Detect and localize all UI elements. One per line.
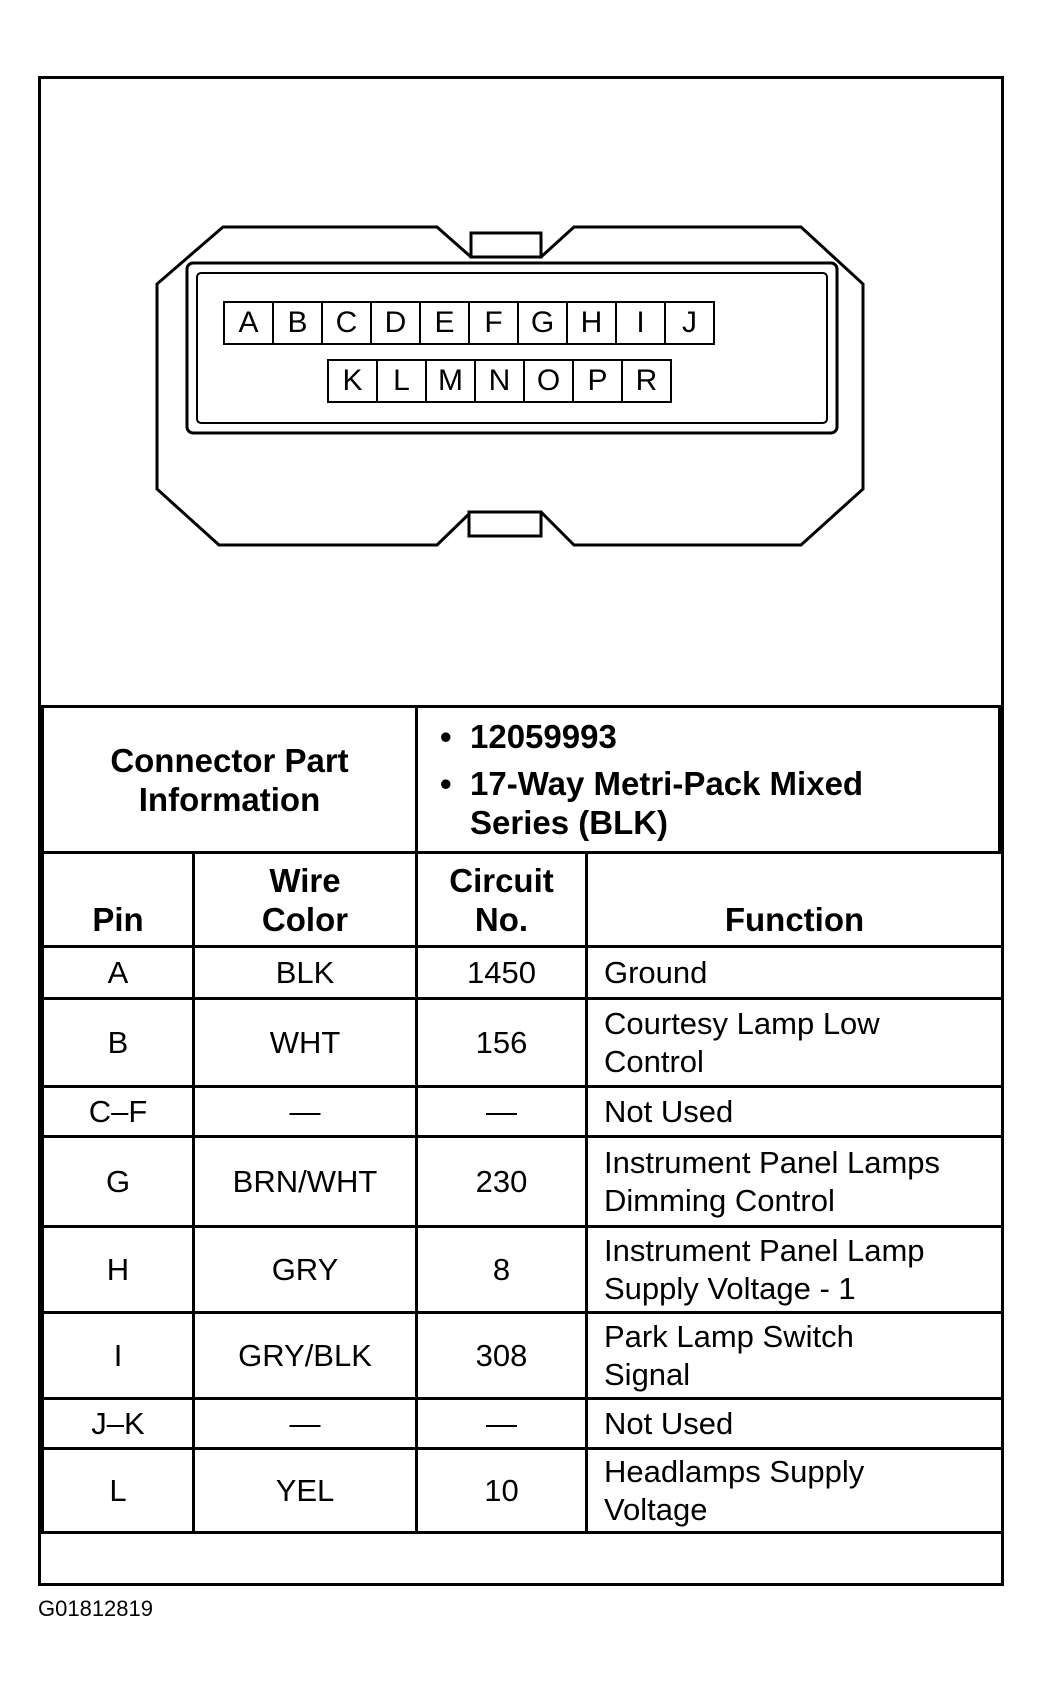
pin-cell: C–F [43,1087,194,1137]
figure-code: G01812819 [38,1596,153,1621]
pin-cell: I [43,1313,194,1399]
description-line1: • 17-Way Metri-Pack Mixed [470,765,864,802]
pin-cavity-e: E [419,301,470,345]
pin-cavity-g: G [517,301,568,345]
table-row [43,1313,1003,1399]
header-circuit: Circuit No. [417,853,587,947]
function-line2: Signal [604,1356,691,1392]
table-row [43,1087,1003,1137]
pin-cavity-a: A [223,301,274,345]
header-pin: Pin [43,853,194,947]
pin-cavity-c: C [321,301,372,345]
pin-cell: L [43,1449,194,1533]
pin-cell: B [43,999,194,1087]
wire-color-cell: — [194,1399,417,1449]
function-cell [587,1137,1003,1227]
connector-description [470,764,998,842]
circuit-cell: — [417,1087,587,1137]
pin-cavity-h: H [566,301,617,345]
pin-cavity-m: M [425,359,476,403]
connector-face-diagram [41,79,1001,705]
function-line1: Park Lamp Switch [604,1318,854,1354]
header-wire-color: Wire Color [194,853,417,947]
function-line2: Supply Voltage - 1 [604,1270,856,1306]
table-row [43,1137,1003,1227]
circuit-cell: 308 [417,1313,587,1399]
pin-cavity-k: K [327,359,378,403]
wire-color-cell: BLK [194,947,417,999]
table-row [43,1399,1003,1449]
table-header-row [43,853,1003,947]
wire-color-cell: GRY/BLK [194,1313,417,1399]
function-line2: Voltage [604,1491,708,1527]
function-line1: Instrument Panel Lamp [604,1232,925,1268]
info-label [43,707,417,853]
connector-part-info [41,705,1001,854]
part-number: • 12059993 [470,717,998,756]
pin-cavity-i: I [615,301,666,345]
pin-cavity-b: B [272,301,323,345]
pin-cavity-l: L [376,359,427,403]
circuit-cell: 156 [417,999,587,1087]
pin-cavity-d: D [370,301,421,345]
function-cell [587,999,1003,1087]
wire-color-cell: — [194,1087,417,1137]
pin-cavity-r: R [621,359,672,403]
function-line2: Control [604,1043,704,1079]
pin-cell: H [43,1227,194,1313]
function-line1: Courtesy Lamp Low [604,1005,880,1041]
circuit-cell: 10 [417,1449,587,1533]
table-row [43,1449,1003,1533]
pin-cavity-f: F [468,301,519,345]
info-label-line2: Information [138,780,321,818]
circuit-cell: 1450 [417,947,587,999]
pin-cavity-j: J [664,301,715,345]
pin-cell: G [43,1137,194,1227]
wire-color-cell: GRY [194,1227,417,1313]
function-line1: Headlamps Supply [604,1453,865,1489]
pin-cavity-p: P [572,359,623,403]
function-line2: Dimming Control [604,1182,835,1218]
circuit-cell: — [417,1399,587,1449]
circuit-cell: 8 [417,1227,587,1313]
wire-color-cell: WHT [194,999,417,1087]
pin-cavity-n: N [474,359,525,403]
table-row [43,947,1003,999]
info-label-line1: Connector Part [110,741,349,779]
function-line1: Not Used [604,1093,734,1129]
pin-cell: J–K [43,1399,194,1449]
header-function: Function [587,853,1003,947]
wire-color-cell: YEL [194,1449,417,1533]
pin-cell: A [43,947,194,999]
function-cell [587,1399,1003,1449]
function-line1: Ground [604,954,708,990]
function-line1: Instrument Panel Lamps [604,1144,941,1180]
function-cell [587,1449,1003,1533]
connector-sheet [38,76,1004,1586]
wire-color-cell: BRN/WHT [194,1137,417,1227]
table-row [43,1227,1003,1313]
pin-cavity-o: O [523,359,574,403]
table-row [43,999,1003,1087]
pinout-table [41,851,1004,1534]
function-cell [587,947,1003,999]
info-values [417,707,1000,853]
description-line2: Series (BLK) [470,804,669,841]
circuit-cell: 230 [417,1137,587,1227]
function-line1: Not Used [604,1405,734,1441]
function-cell [587,1087,1003,1137]
function-cell [587,1227,1003,1313]
function-cell [587,1313,1003,1399]
